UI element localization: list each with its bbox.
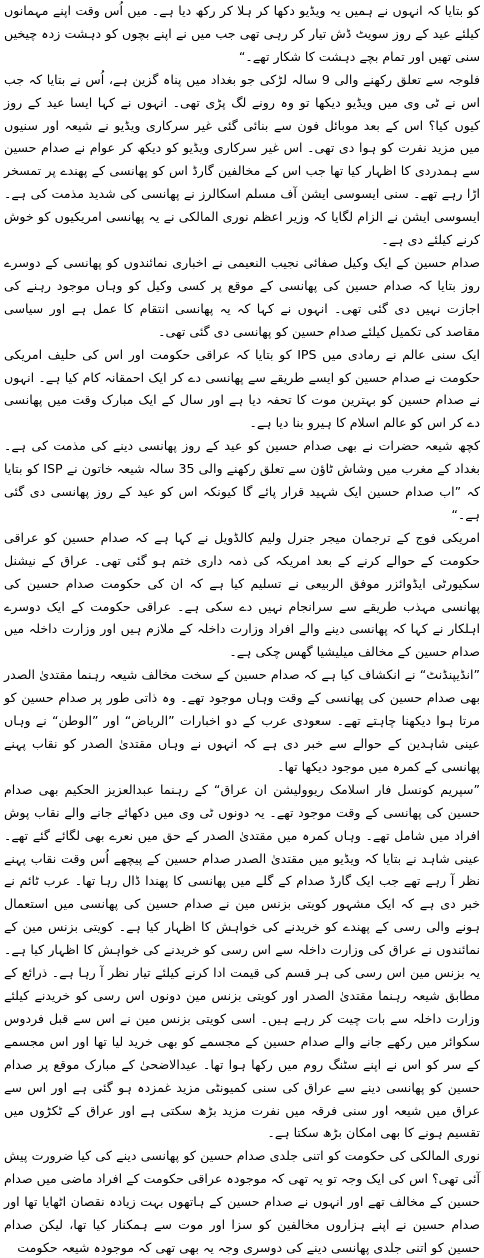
article-paragraph-6: امریکی فوج کے ترجمان میجر جنرل ولیم کالڈویل نے کہا ہے کہ صدام حسین کو عراقی حکومت کے حوالے کرنے کے بعد امریکہ کی ذمہ داری ختم ہو گئی تھی۔ عراق کے نیشنل سکیورٹی ایڈوائزر موفق الربیعی نے تسلیم کیا ہے کہ ان کی حکومت صدام حسین کی پھانسی مہذب طریقے سے سرانجام نہیں دے سکی ہے۔ عراقی حکومت کے ایک دوسرے اہلکار نے کہا کہ پھانسی دینے والے افراد وزارت داخلہ کے ملازم ہیں اور وزارت داخلہ میں صدام حسین کے مخالف میلیشیا گھس چکی ہے۔ — [4, 529, 480, 660]
article-paragraph-3: صدام حسین کے ایک وکیل صفائی نجیب النعیمی نے اخباری نمائندوں کو پھانسی کے دوسرے روز بتایا کہ صدام حسین کی پھانسی کے موقع پر کسی وکیل کو وہاں موجود رہنے کی اجازت نہیں دی گئی تھی۔ انہوں نے کہا کہ یہ پھانسی انتقام کا عمل ہے اور سیاسی مقاصد کی تکمیل کیلئے صدام حسین کو پھانسی دی گئی تھی۔ — [4, 254, 480, 339]
article-paragraph-9: نوری المالکی کی حکومت کو اتنی جلدی صدام حسین کو پھانسی دینے کی کیا ضرورت پیش آئی تھی؟ اس کی ایک وجہ تو یہ تھی کہ موجودہ عراقی حکومت کے افراد ماضی میں صدام حسین کے مخالف تھے اور انہوں نے صدام حسین کے ہاتھوں بہت زیادہ نقصان اٹھایا تھا اور صدام حسین نے اپنے ہزاروں مخالفین کو سزا اور موت سے ہمکنار کیا تھا، لیکن صدام حسین کو اتنی جلدی پھانسی دینے کی دوسری وجہ یہ بھی تھی کہ موجودہ شیعہ حکومت — [4, 1148, 480, 1255]
article-paragraph-5: کچھ شیعہ حضرات نے بھی صدام حسین کو عید کے روز پھانسی دینے کی مذمت کی ہے۔ بغداد کے مغرب میں وشاش ٹاؤن سے تعلق رکھنے والی 35 سالہ شیعہ خاتون نے ISP کو بتایا کہ ”اب صدام حسین ایک شہید قرار پائے گا کیونکہ اس کو عید کے روز پھانسی دی گئی ہے۔“ — [4, 438, 480, 522]
article-paragraph-2: فلوجہ سے تعلق رکھنے والی 9 سالہ لڑکی جو بغداد میں پناہ گزین ہے، اُس نے بتایا کہ جب اس نے ٹی وی میں ویڈیو دیکھا تو وہ رونے لگ پڑی تھی۔ انہوں نے کہا ایسا عید کے روز کیوں کیا؟ اس کے بعد موبائل فون سے بنائی گئی غیر سرکاری ویڈیو نے شیعہ اور سنیوں میں مزید نفرت کو ہوا دی تھی۔ اس غیر سرکاری ویڈیو کو دیکھ کر عوام نے صدام حسین سے ہمدردی کا اظہار کیا تھا جب اس کے مخالفین گارڈ اس کو پھانسی کے پھندے پر تمسخر اڑا رہے تھے۔ سنی ایسوسی ایشن آف مسلم اسکالرز نے پھانسی کی شدید مذمت کی ہے۔ ایسوسی ایشن نے الزام لگایا کہ وزیر اعظم نوری المالکی نے یہ پھانسی امریکیوں کو خوش کرنے کیلئے دی ہے۔ — [4, 71, 480, 248]
article-paragraph-8: ”سپریم کونسل فار اسلامک ریوولیشن ان عراق“ کے رہنما عبدالعزیز الحکیم بھی صدام حسین کی پھانسی کے وقت موجود تھے۔ یہ دونوں ٹی وی میں دکھائے جانے والے نقاب پوش افراد میں شامل تھے۔ وہاں کمرہ میں مقتدیٰ الصدر کے حق میں نعرے بھی لگائے گئے تھے۔ عینی شاہد نے بتایا کہ ویڈیو میں مقتدیٰ الصدر صدام حسین کے پیچھے اُس وقت نقاب پہنے نظر آ رہے تھے جب ایک گارڈ صدام کے گلے میں پھانسی کا پھندا ڈال رہا تھا۔ عرب ٹائم نے خبر دی ہے کہ ایک مشہور کویتی بزنس مین نے صدام حسین کی پھانسی میں استعمال ہونے والی رسی کے پھندے کو خریدنے کی خواہش کا اظہار کیا ہے۔ کویتی بزنس مین کے نمائندوں نے عراق کی وزارت داخلہ سے اس رسی کو خریدنے کی خواہش کا اظہار کیا ہے۔ یہ بزنس مین اس رسی کی ہر قسم کی قیمت ادا کرنے کیلئے تیار نظر آ رہا ہے۔ ذرائع کے مطابق شیعہ رہنما مقتدیٰ الصدر اور کویتی بزنس مین دونوں اس رسی کو خریدنے کیلئے وزارت داخلہ سے بات چیت کر رہے ہیں۔ اسی کویتی بزنس مین نے اس سے قبل فردوس سکوائر میں رکھے جانے والے صدام حسین کے مجسمے کو بھی خرید لیا تھا اور اس مجسمے کے سر کو اس نے اپنے سٹنگ روم میں رکھا ہوا تھا۔ عیدالاضحیٰ کے مبارک موقع پر صدام حسین کو پھانسی دینے سے عراق کی سنی کمیونٹی مزید غمزدہ ہو گئی ہے اور اس سے عراق میں شیعہ اور سنی فرقہ میں نفرت مزید بڑھ سکتی ہے اور عراق کے ٹکڑوں میں تقسیم ہونے کا بھی امکان بڑھ سکتا ہے۔ — [4, 781, 480, 1141]
article-paragraph-7: ”انڈیپنڈنٹ“ نے انکشاف کیا ہے کہ صدام حسین کے سخت مخالف شیعہ رہنما مقتدیٰ الصدر بھی صدام حسین کی پھانسی کے وقت وہاں موجود تھے۔ وہ ذاتی طور پر صدام حسین کو مرتا ہوا دیکھنا چاہتے تھے۔ سعودی عرب کے دو اخبارات ”الریاض“ اور ”الوطن“ نے وہاں عینی شاہدین کے حوالے سے خبر دی ہے کہ انہوں نے وہاں مقتدیٰ الصدر کو نقاب پہنے پھانسی کے کمرہ میں موجود دیکھا تھا۔ — [4, 667, 480, 774]
article-paragraph-1: کو بتایا کہ انہوں نے ہمیں یہ ویڈیو دکھا کر ہلا کر رکھ دیا ہے۔ میں اُس وقت اپنے مہمانوں کیلئے عید کے روز سویٹ ڈش تیار کر رہی تھی جب میں نے اپنے بچوں کو دہشت زدہ چیخیں سنی تھیں اور تمام بچے دہشت کا شکار تھے۔“ — [4, 3, 480, 64]
article-paragraph-4: ایک سنی عالم نے رمادی میں IPS کو بتایا کہ عراقی حکومت اور اس کی حلیف امریکی حکومت نے صدام حسین کو ایسے طریقے سے پھانسی دے کر ایک احمقانہ کام کیا ہے۔ انہوں نے صدام حسین کو بہترین موت کا تحفہ دیا ہے اور سال کے ایک مبارک وقت میں پھانسی دے کر اس کو عالم اسلام کا ہیرو بنا دیا ہے۔ — [4, 346, 480, 431]
